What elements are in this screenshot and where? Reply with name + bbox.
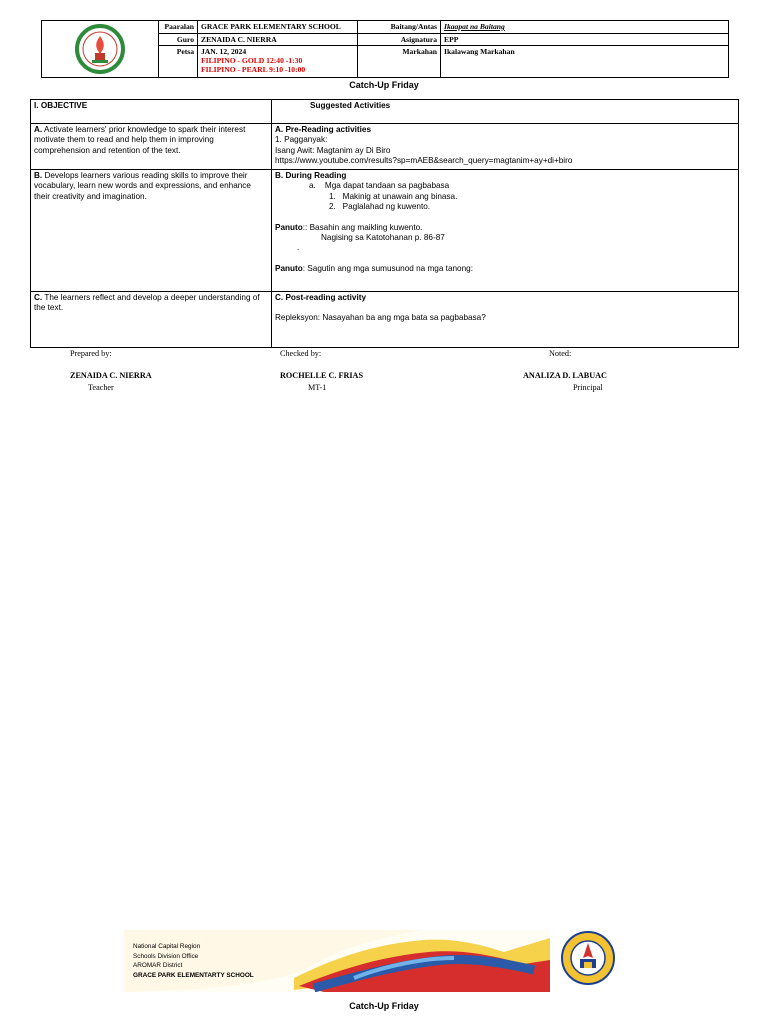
- footer-address: [133, 942, 254, 980]
- paaralan-value: GRACE PARK ELEMENTARY SCHOOL: [198, 21, 358, 34]
- guro-value: ZENAIDA C. NIERRA: [198, 33, 358, 46]
- baitang-value: Ikaapat na Baitang: [441, 21, 729, 34]
- panuto-1-label: Panuto: [275, 222, 303, 232]
- sdo-seal-logo: [560, 930, 616, 986]
- pre-reading-heading: A. Pre-Reading activities: [275, 125, 372, 134]
- noted-role: Principal: [573, 383, 603, 392]
- objective-b: [31, 170, 272, 292]
- guro-label: Guro: [159, 33, 198, 46]
- petsa-label: Petsa: [159, 46, 198, 78]
- post-reading-heading: C. Post-reading activity: [275, 293, 366, 302]
- footer-line-4: GRACE PARK ELEMENTARTY SCHOOL: [133, 971, 254, 979]
- lesson-table: [30, 99, 739, 348]
- checked-by-role: MT-1: [308, 383, 327, 392]
- youtube-link[interactable]: https://www.youtube.com/results?sp=mAEB&search_query=magtanim+ay+di+biro: [275, 156, 573, 166]
- list-item-a: a. Mga dapat tandaan sa pagbabasa: [309, 181, 450, 191]
- footer-line-3: AROMAR District: [133, 962, 183, 970]
- repleksyon-line: Repleksyon: Nasayahan ba ang mga bata sa pagbabasa?: [275, 313, 486, 323]
- prepared-by-label: Prepared by:: [70, 349, 112, 358]
- markahan-label: Markahan: [358, 46, 441, 78]
- story-title: Nagising sa Katotohanan p. 86-87: [321, 233, 445, 243]
- prepared-by-name: ZENAIDA C. NIERRA: [70, 371, 152, 380]
- during-reading-heading: B. During Reading: [275, 171, 347, 180]
- panuto-2-text: : Sagutin ang mga sumusunod na mga tanong:: [302, 263, 473, 273]
- awit-line: Isang Awit: Magtanim ay Di Biro: [275, 145, 391, 155]
- schedule-pearl: FILIPINO - PEARL 9:10 -10:00: [201, 65, 306, 75]
- checked-by-name: ROCHELLE C. FRIAS: [280, 371, 364, 380]
- list-item-2: 2. Paglalahad ng kuwento.: [329, 202, 431, 212]
- pagganyak-line: 1. Pagganyak:: [275, 135, 328, 145]
- objective-a-text: Activate learners' prior knowledge to spark their interest motivate them to read and help them in improving comprehension and retention of the text.: [34, 125, 246, 155]
- panuto-2-label: Panuto: [275, 263, 303, 273]
- during-reading-cell: [272, 170, 739, 292]
- activities-header: Suggested Activities: [272, 100, 739, 124]
- paaralan-label: Paaralan: [159, 21, 198, 34]
- petsa-value: JAN. 12, 2024: [201, 47, 247, 57]
- school-logo-cell: [42, 21, 159, 78]
- page-title: Catch-Up Friday: [349, 80, 419, 90]
- school-logo: [73, 24, 127, 74]
- prepared-by-role: Teacher: [88, 383, 114, 392]
- panuto-2: [275, 264, 735, 274]
- dot-line: .: [297, 243, 300, 253]
- objective-header: I. OBJECTIVE: [31, 100, 272, 124]
- footer-title: Catch-Up Friday: [349, 1001, 419, 1011]
- markahan-value: Ikalawang Markahan: [441, 46, 729, 78]
- baitang-label: Baitang/Antas: [358, 21, 441, 34]
- checked-by-label: Checked by:: [280, 349, 322, 358]
- list-item-1: 1. Makinig at unawain ang binasa.: [329, 191, 458, 201]
- objective-a: [31, 124, 272, 170]
- objective-a-letter: A.: [34, 125, 43, 134]
- panuto-1: [275, 223, 735, 233]
- petsa-cell: [198, 46, 358, 78]
- panuto-1-text: :: Basahin ang maikling kuwento.: [302, 222, 423, 232]
- pre-reading-cell: [272, 124, 739, 170]
- noted-name: ANALIZA D. LABUAC: [523, 371, 607, 380]
- post-reading-cell: [272, 292, 739, 348]
- objective-c-text: The learners reflect and develop a deeper understanding of the text.: [34, 293, 260, 313]
- header-table: [41, 20, 729, 78]
- asignatura-value: EPP: [441, 33, 729, 46]
- footer-line-1: National Capital Region: [133, 943, 201, 950]
- objective-b-text: Develops learners various reading skills to improve their vocabulary, learn new words and expressions, and enhance their creativity and imagination.: [34, 171, 251, 201]
- asignatura-label: Asignatura: [358, 33, 441, 46]
- noted-label: Noted:: [549, 349, 572, 358]
- objective-b-letter: B.: [34, 171, 43, 180]
- objective-c: [31, 292, 272, 348]
- footer-line-2: Schools Division Office: [133, 952, 199, 960]
- schedule-gold: FILIPINO - GOLD 12:40 -1:30: [201, 56, 303, 66]
- objective-c-letter: C.: [34, 293, 43, 302]
